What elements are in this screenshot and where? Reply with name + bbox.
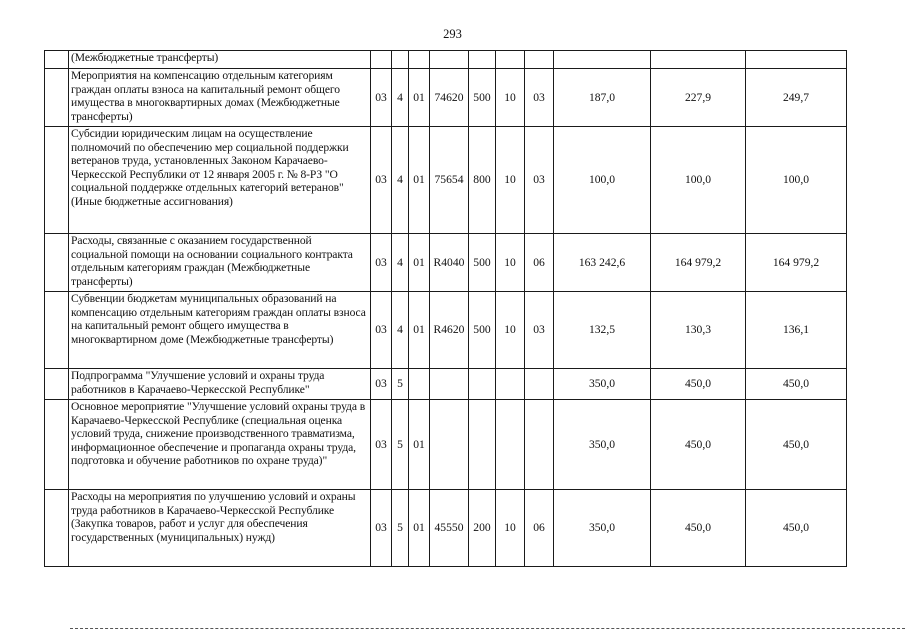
code-cell bbox=[469, 369, 496, 400]
code-cell: 01 bbox=[409, 234, 430, 292]
row-marker-cell bbox=[45, 292, 69, 369]
table-row bbox=[45, 51, 847, 69]
code-cell: 500 bbox=[469, 292, 496, 369]
amount-cell: 450,0 bbox=[746, 400, 847, 490]
code-cell: 03 bbox=[371, 369, 392, 400]
row-marker-cell bbox=[45, 490, 69, 567]
table-row bbox=[45, 127, 847, 234]
code-cell bbox=[469, 400, 496, 490]
code-cell bbox=[525, 400, 554, 490]
code-cell: 45550 bbox=[430, 490, 469, 567]
code-cell: 01 bbox=[409, 292, 430, 369]
amount-cell bbox=[554, 51, 651, 69]
table-row bbox=[45, 400, 847, 490]
code-cell: 01 bbox=[409, 69, 430, 127]
code-cell: 10 bbox=[496, 490, 525, 567]
amount-cell: 100,0 bbox=[651, 127, 746, 234]
amount-cell: 350,0 bbox=[554, 400, 651, 490]
code-cell bbox=[469, 51, 496, 69]
code-cell bbox=[430, 51, 469, 69]
amount-cell: 132,5 bbox=[554, 292, 651, 369]
code-cell bbox=[371, 51, 392, 69]
code-cell: R4620 bbox=[430, 292, 469, 369]
code-cell bbox=[496, 369, 525, 400]
row-name: Основное мероприятие "Улучшение условий охраны труда в Карачаево-Черкесской Республике (специальная оценка условий труда, снижение производственного травматизма, информационное обеспечение и пропаганда охраны труда, подготовка и обучение работников по охране труда)" bbox=[69, 400, 371, 490]
scan-edge-line bbox=[70, 628, 905, 629]
code-cell: 06 bbox=[525, 234, 554, 292]
amount-cell bbox=[746, 51, 847, 69]
budget-table bbox=[44, 50, 847, 567]
code-cell bbox=[525, 51, 554, 69]
code-cell: 5 bbox=[392, 369, 409, 400]
code-cell: 03 bbox=[525, 127, 554, 234]
amount-cell: 163 242,6 bbox=[554, 234, 651, 292]
code-cell: 500 bbox=[469, 69, 496, 127]
code-cell: 5 bbox=[392, 400, 409, 490]
row-name: Мероприятия на компенсацию отдельным категориям граждан оплаты взноса на капитальный ремонт общего имущества в многоквартирных домах (Межбюджетные трансферты) bbox=[69, 69, 371, 127]
code-cell bbox=[409, 51, 430, 69]
page-number: 293 bbox=[443, 27, 462, 41]
amount-cell: 450,0 bbox=[651, 400, 746, 490]
amount-cell: 450,0 bbox=[746, 369, 847, 400]
amount-cell: 249,7 bbox=[746, 69, 847, 127]
code-cell: 03 bbox=[371, 400, 392, 490]
amount-cell bbox=[651, 51, 746, 69]
code-cell: 01 bbox=[409, 490, 430, 567]
amount-cell: 164 979,2 bbox=[651, 234, 746, 292]
row-marker-cell bbox=[45, 369, 69, 400]
code-cell: 4 bbox=[392, 234, 409, 292]
code-cell: 01 bbox=[409, 127, 430, 234]
code-cell: R4040 bbox=[430, 234, 469, 292]
code-cell: 01 bbox=[409, 400, 430, 490]
code-cell: 75654 bbox=[430, 127, 469, 234]
code-cell bbox=[430, 400, 469, 490]
amount-cell: 187,0 bbox=[554, 69, 651, 127]
code-cell: 10 bbox=[496, 292, 525, 369]
row-marker-cell bbox=[45, 51, 69, 69]
amount-cell: 100,0 bbox=[746, 127, 847, 234]
row-name: Субсидии юридическим лицам на осуществление полномочий по обеспечению мер социальной поддержки ветеранов труда, установленных Законом Карачаево-Черкесской Республики от 12 января 2005 г. № 8-РЗ "О социальной поддержке отдельных категорий ветеранов" (Иные бюджетные ассигнования) bbox=[69, 127, 371, 234]
table-row bbox=[45, 369, 847, 400]
code-cell bbox=[525, 369, 554, 400]
row-name: Субвенции бюджетам муниципальных образований на компенсацию отдельным категориям граждан оплаты взноса на капитальный ремонт общего имущества в многоквартирном доме (Межбюджетные трансферты) bbox=[69, 292, 371, 369]
code-cell: 03 bbox=[371, 69, 392, 127]
amount-cell: 227,9 bbox=[651, 69, 746, 127]
row-name: Расходы на мероприятия по улучшению условий и охраны труда работников в Карачаево-Черкесской Республике (Закупка товаров, работ и услуг для обеспечения государственных (муниципальных) нужд) bbox=[69, 490, 371, 567]
code-cell: 5 bbox=[392, 490, 409, 567]
amount-cell: 450,0 bbox=[651, 369, 746, 400]
code-cell: 03 bbox=[525, 69, 554, 127]
code-cell bbox=[430, 369, 469, 400]
table-row bbox=[45, 292, 847, 369]
code-cell: 10 bbox=[496, 69, 525, 127]
code-cell: 10 bbox=[496, 127, 525, 234]
code-cell: 800 bbox=[469, 127, 496, 234]
amount-cell: 130,3 bbox=[651, 292, 746, 369]
code-cell: 03 bbox=[371, 292, 392, 369]
table-row bbox=[45, 490, 847, 567]
code-cell: 03 bbox=[371, 490, 392, 567]
code-cell: 03 bbox=[371, 234, 392, 292]
row-marker-cell bbox=[45, 400, 69, 490]
code-cell bbox=[496, 51, 525, 69]
code-cell bbox=[496, 400, 525, 490]
amount-cell: 136,1 bbox=[746, 292, 847, 369]
amount-cell: 100,0 bbox=[554, 127, 651, 234]
code-cell: 500 bbox=[469, 234, 496, 292]
code-cell: 06 bbox=[525, 490, 554, 567]
code-cell: 4 bbox=[392, 69, 409, 127]
row-name: Расходы, связанные с оказанием государственной социальной помощи на основании социального контракта отдельным категориям граждан (Межбюджетные трансферты) bbox=[69, 234, 371, 292]
amount-cell: 450,0 bbox=[651, 490, 746, 567]
table-row bbox=[45, 69, 847, 127]
amount-cell: 350,0 bbox=[554, 490, 651, 567]
table-row bbox=[45, 234, 847, 292]
code-cell bbox=[392, 51, 409, 69]
row-marker-cell bbox=[45, 69, 69, 127]
code-cell: 03 bbox=[525, 292, 554, 369]
row-name: Подпрограмма "Улучшение условий и охраны труда работников в Карачаево-Черкесской Республике" bbox=[69, 369, 371, 400]
code-cell: 03 bbox=[371, 127, 392, 234]
row-marker-cell bbox=[45, 127, 69, 234]
code-cell bbox=[409, 369, 430, 400]
amount-cell: 164 979,2 bbox=[746, 234, 847, 292]
code-cell: 10 bbox=[496, 234, 525, 292]
row-marker-cell bbox=[45, 234, 69, 292]
code-cell: 200 bbox=[469, 490, 496, 567]
code-cell: 74620 bbox=[430, 69, 469, 127]
code-cell: 4 bbox=[392, 127, 409, 234]
amount-cell: 450,0 bbox=[746, 490, 847, 567]
row-name: (Межбюджетные трансферты) bbox=[69, 51, 371, 69]
code-cell: 4 bbox=[392, 292, 409, 369]
amount-cell: 350,0 bbox=[554, 369, 651, 400]
